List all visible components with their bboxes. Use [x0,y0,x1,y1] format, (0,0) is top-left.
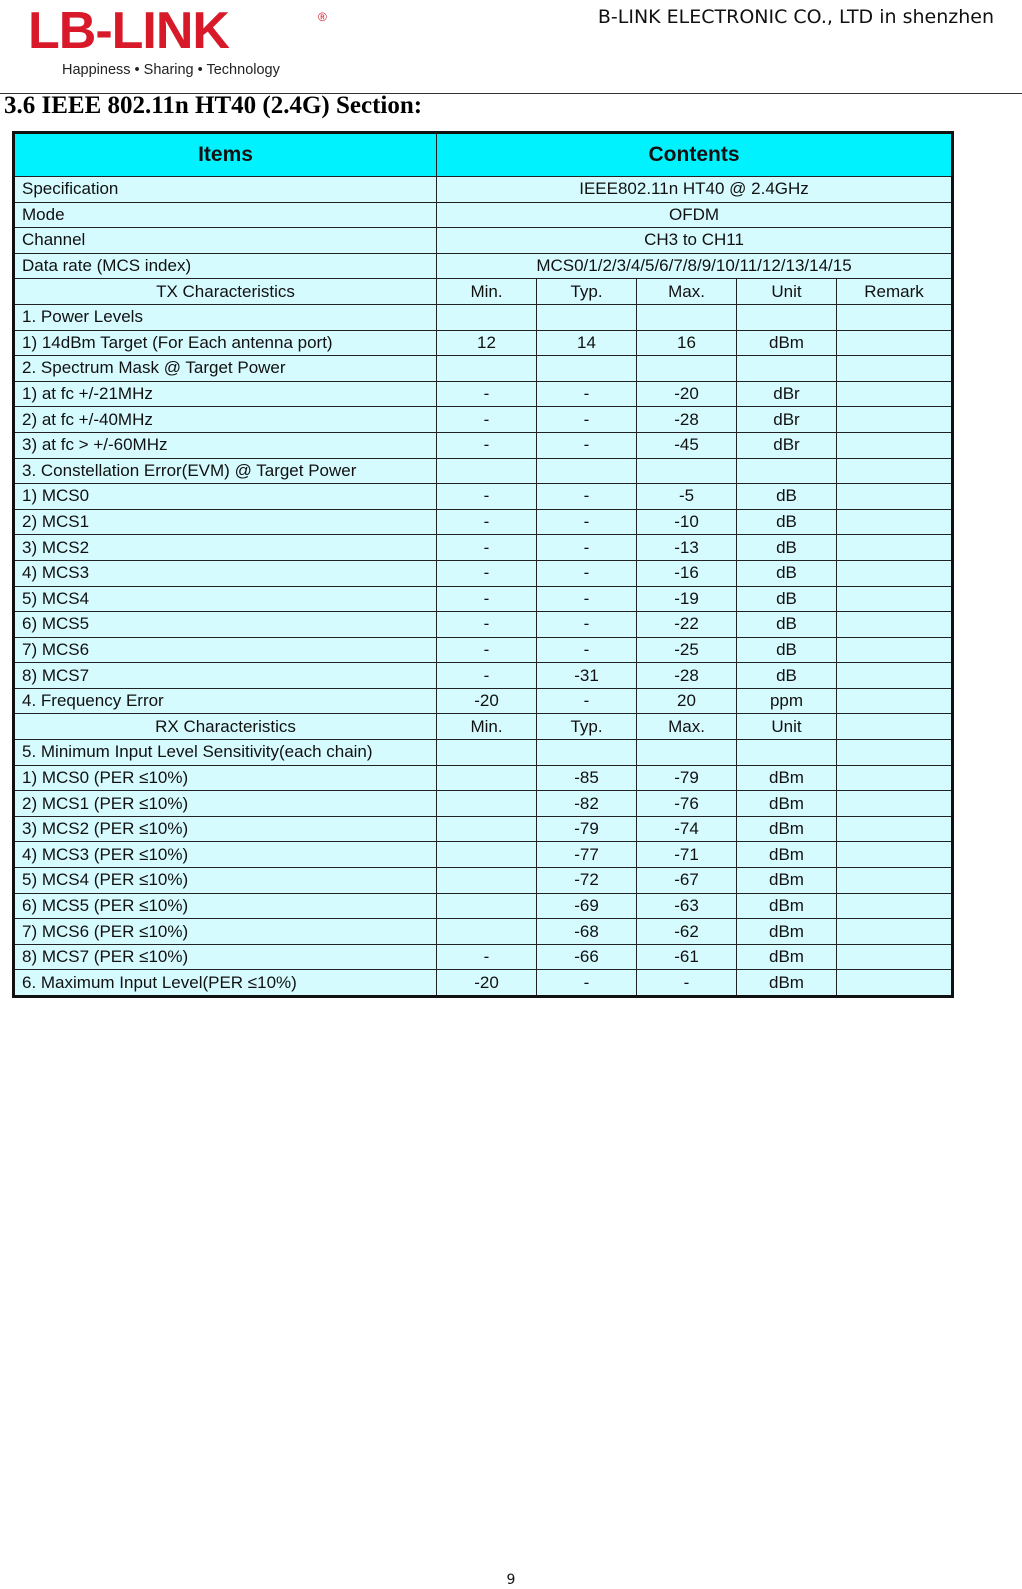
row-remark [837,740,953,766]
row-max: -28 [637,663,737,689]
row-min [437,740,537,766]
table-row [14,893,953,919]
row-min [437,842,537,868]
brand-logo [28,4,338,82]
logo-wordmark: LB-LINK [28,2,229,60]
header-items: Items [14,133,437,177]
row-typ: - [537,637,637,663]
logo-tagline: Happiness • Sharing • Technology [62,62,280,78]
row-unit: dBm [737,330,837,356]
row-remark [837,970,953,997]
row-typ: - [537,407,637,433]
row-min: - [437,535,537,561]
row-max: -63 [637,893,737,919]
row-min: - [437,484,537,510]
row-typ: - [537,560,637,586]
row-unit: dBm [737,765,837,791]
subheader-unit: Unit [737,279,837,305]
subheader-label: RX Characteristics [14,714,437,740]
row-unit: dBm [737,970,837,997]
row-remark [837,458,953,484]
row-value: CH3 to CH11 [437,228,953,254]
page-number: 9 [506,1572,516,1588]
row-unit: dBm [737,842,837,868]
table-row [14,586,953,612]
row-item: 6) MCS5 [14,612,437,638]
row-max: -76 [637,791,737,817]
row-min [437,868,537,894]
row-item: 4) MCS3 (PER ≤10%) [14,842,437,868]
row-item: 6. Maximum Input Level(PER ≤10%) [14,970,437,997]
table-row [14,612,953,638]
row-unit: dB [737,484,837,510]
row-max: -5 [637,484,737,510]
subheader-remark: Remark [837,279,953,305]
row-item: Mode [14,202,437,228]
rx-header-row [14,714,953,740]
table-row [14,560,953,586]
table-row [14,816,953,842]
row-typ: -69 [537,893,637,919]
row-unit [737,356,837,382]
row-typ [537,356,637,382]
row-item: 2) MCS1 [14,509,437,535]
row-min: - [437,407,537,433]
row-typ: - [537,484,637,510]
row-typ: -82 [537,791,637,817]
row-unit: ppm [737,688,837,714]
row-min [437,816,537,842]
table-row [14,381,953,407]
row-typ: -66 [537,944,637,970]
row-min [437,919,537,945]
row-typ: - [537,688,637,714]
row-item: 3. Constellation Error(EVM) @ Target Power [14,458,437,484]
row-typ: - [537,509,637,535]
row-remark [837,791,953,817]
row-unit: dB [737,663,837,689]
row-item: 2. Spectrum Mask @ Target Power [14,356,437,382]
table-row [14,228,953,254]
row-item: 7) MCS6 [14,637,437,663]
table-row [14,304,953,330]
row-item: 8) MCS7 (PER ≤10%) [14,944,437,970]
row-min [437,356,537,382]
row-remark [837,868,953,894]
row-item: Specification [14,177,437,203]
row-unit: dBm [737,919,837,945]
row-item: 5. Minimum Input Level Sensitivity(each chain) [14,740,437,766]
row-min [437,893,537,919]
row-max [637,740,737,766]
row-item: 1) at fc +/-21MHz [14,381,437,407]
row-unit: dBm [737,791,837,817]
table-row [14,535,953,561]
row-item: 3) at fc > +/-60MHz [14,432,437,458]
row-max: -71 [637,842,737,868]
row-remark [837,612,953,638]
header-contents: Contents [437,133,953,177]
row-typ: - [537,970,637,997]
row-max: -28 [637,407,737,433]
row-unit: dB [737,612,837,638]
row-typ: 14 [537,330,637,356]
row-typ: - [537,381,637,407]
row-min [437,791,537,817]
row-unit: dBm [737,944,837,970]
row-max [637,356,737,382]
row-typ [537,304,637,330]
row-value: MCS0/1/2/3/4/5/6/7/8/9/10/11/12/13/14/15 [437,253,953,279]
row-item: 7) MCS6 (PER ≤10%) [14,919,437,945]
row-remark [837,356,953,382]
row-min [437,458,537,484]
row-typ: -77 [537,842,637,868]
table-row [14,177,953,203]
row-min: - [437,509,537,535]
row-unit: dB [737,509,837,535]
row-remark [837,816,953,842]
row-typ [537,740,637,766]
row-item: 4) MCS3 [14,560,437,586]
table-row [14,432,953,458]
row-item: 6) MCS5 (PER ≤10%) [14,893,437,919]
row-typ: - [537,432,637,458]
row-item: 3) MCS2 [14,535,437,561]
subheader-max: Max. [637,714,737,740]
row-min [437,765,537,791]
row-typ: -72 [537,868,637,894]
table-row [14,509,953,535]
row-remark [837,944,953,970]
row-unit: dBm [737,816,837,842]
table-row [14,919,953,945]
row-item: 8) MCS7 [14,663,437,689]
row-unit: dBm [737,868,837,894]
row-min: -20 [437,970,537,997]
table-row [14,765,953,791]
table-row [14,944,953,970]
subheader-label: TX Characteristics [14,279,437,305]
row-max: - [637,970,737,997]
row-max: -19 [637,586,737,612]
row-remark [837,509,953,535]
row-unit: dBm [737,893,837,919]
row-typ: -68 [537,919,637,945]
row-item: 1) 14dBm Target (For Each antenna port) [14,330,437,356]
row-max: -45 [637,432,737,458]
row-item: 1) MCS0 [14,484,437,510]
row-unit: dB [737,637,837,663]
table-row [14,868,953,894]
row-min: -20 [437,688,537,714]
table-row [14,484,953,510]
section-title: 3.6 IEEE 802.11n HT40 (2.4G) Section: [4,92,423,119]
row-max: 16 [637,330,737,356]
subheader-unit: Unit [737,714,837,740]
table-row [14,637,953,663]
row-typ: -79 [537,816,637,842]
row-item: 2) MCS1 (PER ≤10%) [14,791,437,817]
row-unit: dB [737,535,837,561]
row-remark [837,407,953,433]
row-remark [837,304,953,330]
row-min: - [437,637,537,663]
row-min: - [437,381,537,407]
table-row [14,253,953,279]
table-row [14,356,953,382]
row-remark [837,765,953,791]
subheader-min: Min. [437,714,537,740]
row-min [437,304,537,330]
row-item: 3) MCS2 (PER ≤10%) [14,816,437,842]
table-row [14,842,953,868]
row-item: Data rate (MCS index) [14,253,437,279]
row-typ: - [537,612,637,638]
table-row [14,740,953,766]
row-remark [837,637,953,663]
table-row [14,663,953,689]
row-remark [837,330,953,356]
row-max: -10 [637,509,737,535]
row-remark [837,432,953,458]
table-header-row [14,133,953,177]
row-max: -79 [637,765,737,791]
row-min: - [437,586,537,612]
row-item: 1. Power Levels [14,304,437,330]
row-min: 12 [437,330,537,356]
row-remark [837,586,953,612]
row-typ: - [537,535,637,561]
row-min: - [437,432,537,458]
spec-table [12,131,954,998]
subheader-remark [837,714,953,740]
row-item: 1) MCS0 (PER ≤10%) [14,765,437,791]
row-unit [737,304,837,330]
row-item: 5) MCS4 [14,586,437,612]
row-remark [837,484,953,510]
subheader-typ: Typ. [537,714,637,740]
row-max: -67 [637,868,737,894]
row-remark [837,535,953,561]
row-max: 20 [637,688,737,714]
row-typ [537,458,637,484]
row-item: 2) at fc +/-40MHz [14,407,437,433]
row-remark [837,919,953,945]
row-max: -25 [637,637,737,663]
row-item: Channel [14,228,437,254]
row-typ: - [537,586,637,612]
row-remark [837,381,953,407]
row-unit [737,740,837,766]
row-remark [837,842,953,868]
row-value: OFDM [437,202,953,228]
table-row [14,202,953,228]
row-item: 5) MCS4 (PER ≤10%) [14,868,437,894]
table-body [14,177,953,997]
row-max: -20 [637,381,737,407]
row-unit [737,458,837,484]
table-row [14,791,953,817]
row-max: -22 [637,612,737,638]
row-max [637,458,737,484]
subheader-max: Max. [637,279,737,305]
row-value: IEEE802.11n HT40 @ 2.4GHz [437,177,953,203]
table-row [14,970,953,997]
row-remark [837,688,953,714]
row-min: - [437,612,537,638]
row-max: -16 [637,560,737,586]
row-unit: dBr [737,381,837,407]
row-remark [837,893,953,919]
table-row [14,330,953,356]
registered-mark: ® [318,10,327,24]
row-max: -13 [637,535,737,561]
tx-header-row [14,279,953,305]
row-item: 4. Frequency Error [14,688,437,714]
subheader-typ: Typ. [537,279,637,305]
row-max: -74 [637,816,737,842]
row-typ: -85 [537,765,637,791]
table-row [14,688,953,714]
row-min: - [437,663,537,689]
row-max: -61 [637,944,737,970]
row-min: - [437,560,537,586]
row-max: -62 [637,919,737,945]
table-row [14,458,953,484]
row-remark [837,560,953,586]
company-name: B-LINK ELECTRONIC CO., LTD in shenzhen [597,6,994,28]
subheader-min: Min. [437,279,537,305]
row-unit: dB [737,560,837,586]
row-unit: dBr [737,407,837,433]
row-typ: -31 [537,663,637,689]
row-unit: dB [737,586,837,612]
row-unit: dBr [737,432,837,458]
row-remark [837,663,953,689]
table-row [14,407,953,433]
row-min: - [437,944,537,970]
row-max [637,304,737,330]
